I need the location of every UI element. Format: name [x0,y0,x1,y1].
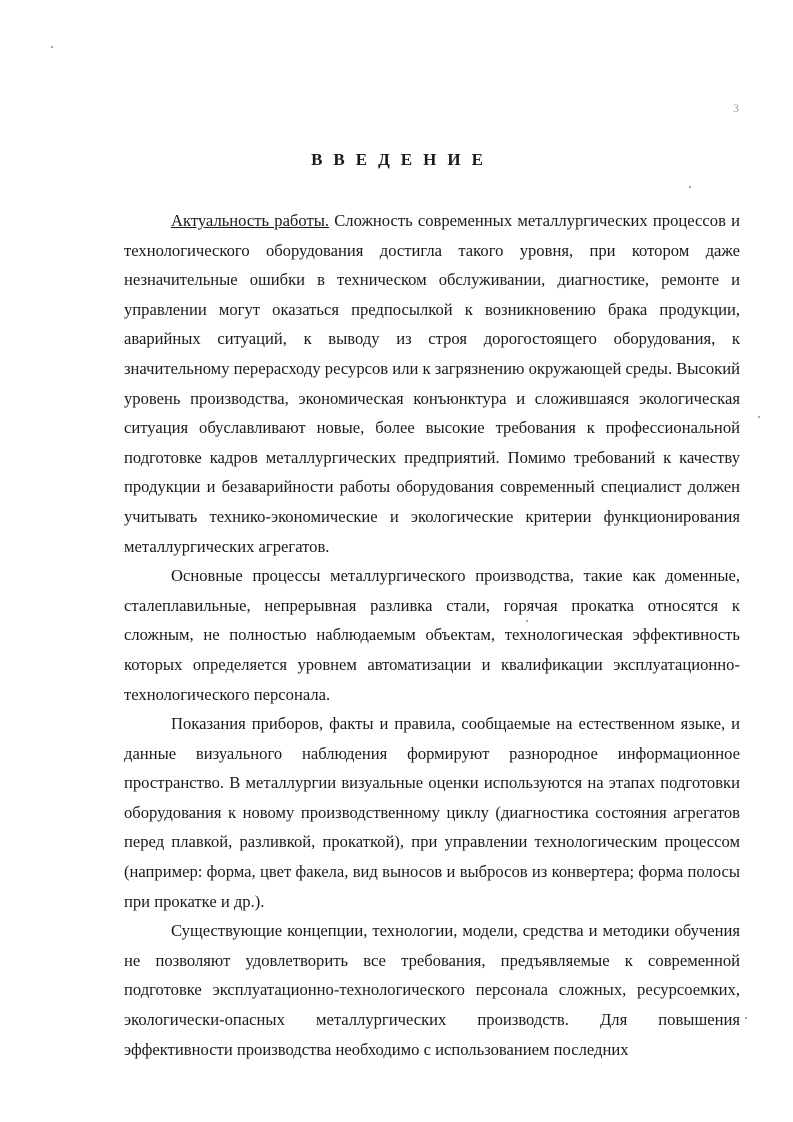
paragraph-processes: Основные процессы металлургического производства, такие как доменные, сталеплавильные, непрерывная разливка стали, горячая прокатка относятся к сложным, не полностью наблюдаемым объектам, технологическая эффективность которых определяется уровнем автоматизации и квалификации эксплуатационно-технологического персонала. [124,566,740,704]
scan-speck [745,1017,747,1019]
scan-speck [689,186,691,188]
scan-speck [526,620,528,622]
page-number: 3 [733,101,739,115]
page-title: ВВЕДЕНИЕ [311,150,494,169]
scan-speck [758,416,760,418]
paragraph-text: Сложность современных металлургических процессов и технологического оборудования достигла такого уровня, при котором даже незначительные ошибки в техническом обслуживании, диагностике, ремонте и управлении могут оказаться предпосылкой к возникновению брака продукции, аварийных ситуаций, к выводу из строя дорогостоящего оборудования, к значительному перерасходу ресурсов или к загрязнению окружающей среды. Высокий уровень производства, экономическая конъюнктура и сложившаяся экологическая ситуация обуславливают новые, более высокие требования к профессиональной подготовке кадров металлургических предприятий. Помимо требований к качеству продукции и безаварийности работы оборудования современный специалист должен учитывать технико-экономические и экологические критерии функционирования металлургических агрегатов. [124,211,740,556]
paragraph-information-space: Показания приборов, факты и правила, сообщаемые на естественном языке, и данные визуального наблюдения формируют разнородное информационное пространство. В металлургии визуальные оценки используются на этапах подготовки оборудования к новому производственному циклу (диагностика состояния агрегатов перед плавкой, разливкой, прокаткой), при управлении технологическим процессом (например: форма, цвет факела, вид выносов и выбросов из конвертера; форма полосы при прокатке и др.). [124,714,740,911]
paragraph-lead: Актуальность работы. [171,211,330,230]
document-body [124,206,740,1064]
paragraph-training: Существующие концепции, технологии, модели, средства и методики обучения не позволяют удовлетворить все требования, предъявляемые к современной подготовке эксплуатационно-технологического персонала сложных, ресурсоемких, экологически-опасных металлургических производств. Для повышения эффективности производства необходимо с использованием последних [124,921,740,1059]
scan-speck [51,46,53,48]
paragraph-relevance [124,206,740,561]
